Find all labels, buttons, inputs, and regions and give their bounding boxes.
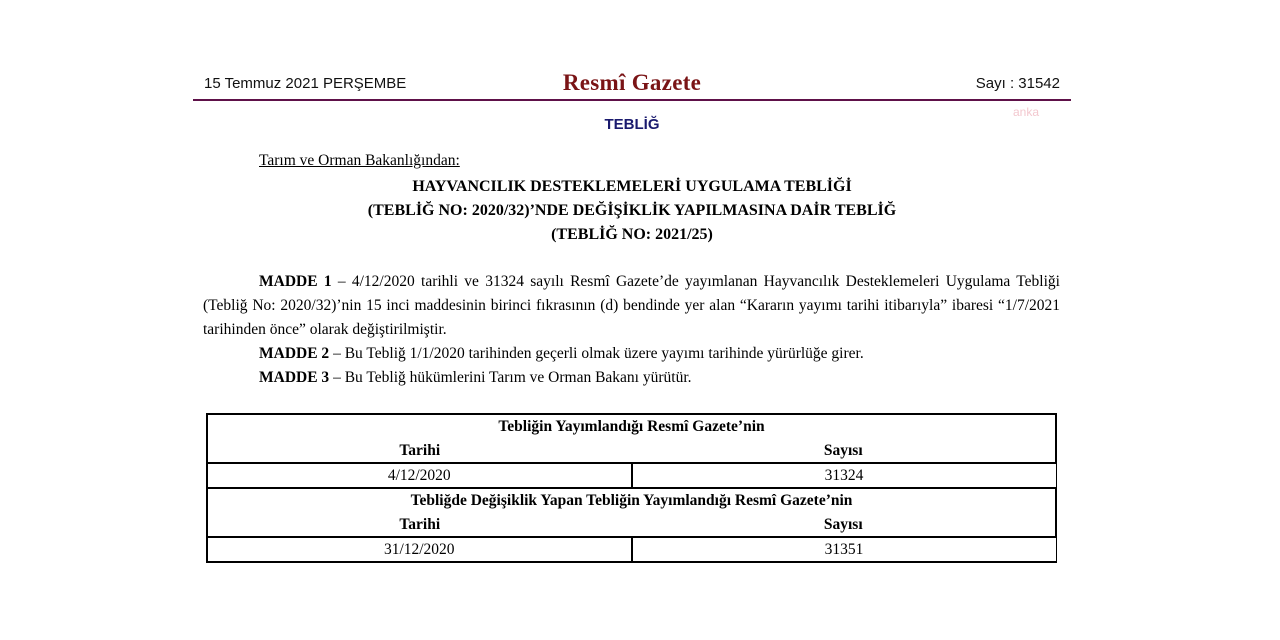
article-label: MADDE 2 bbox=[259, 345, 330, 362]
section-title: TEBLİĞ bbox=[604, 116, 660, 133]
title-line: HAYVANCILIK DESTEKLEMELERİ UYGULAMA TEBLİĞİ bbox=[412, 178, 852, 195]
article-text: – Bu Tebliğ hükümlerini Tarım ve Orman Bakanı yürütür. bbox=[329, 369, 692, 386]
cell-number: 31351 bbox=[632, 537, 1057, 562]
article-text: – Bu Tebliğ 1/1/2020 tarihinden geçerli olmak üzere yayımı tarihinde yürürlüğe girer. bbox=[329, 345, 864, 362]
column-header-date: Tarihi bbox=[207, 439, 632, 463]
article-1 bbox=[203, 270, 1060, 342]
article-label: MADDE 1 bbox=[259, 273, 332, 290]
table-row bbox=[207, 537, 1056, 562]
table-section-heading: Tebliğde Değişiklik Yapan Tebliğin Yayımlandığı Resmî Gazete’nin bbox=[207, 488, 1056, 513]
cell-date: 31/12/2020 bbox=[207, 537, 632, 562]
title-line: (TEBLİĞ NO: 2021/25) bbox=[551, 226, 713, 243]
table-section-heading: Tebliğin Yayımlandığı Resmî Gazete’nin bbox=[207, 414, 1056, 439]
cell-date: 4/12/2020 bbox=[207, 463, 632, 488]
reference-table bbox=[206, 413, 1057, 563]
issuing-ministry: Tarım ve Orman Bakanlığından: bbox=[259, 152, 460, 169]
article-text: – 4/12/2020 tarihli ve 31324 sayılı Resmî Gazete’de yayımlanan Hayvancılık Desteklemeleri Uygulama Tebliği (Tebliğ No: 2020/32)’nin 15 inci maddesinin birinci fıkrasının (d) bendinde yer alan “Kararın yayımı tarihi itibarıyla” ibaresi “1/7/2021 tarihinden önce” olarak değiştirilmiştir. bbox=[203, 273, 1060, 338]
header-divider bbox=[193, 99, 1071, 101]
article-label: MADDE 3 bbox=[259, 369, 330, 386]
cell-number: 31324 bbox=[632, 463, 1057, 488]
column-header-number: Sayısı bbox=[632, 513, 1057, 537]
masthead-title: Resmî Gazete bbox=[562, 70, 702, 95]
article-3 bbox=[203, 366, 1060, 390]
document-title bbox=[193, 175, 1071, 247]
issue-number: Sayı : 31542 bbox=[975, 75, 1060, 92]
column-header-date: Tarihi bbox=[207, 513, 632, 537]
column-header-number: Sayısı bbox=[632, 439, 1057, 463]
article-2 bbox=[203, 342, 1060, 366]
document-body bbox=[203, 270, 1060, 390]
title-line: (TEBLİĞ NO: 2020/32)’NDE DEĞİŞİKLİK YAPILMASINA DAİR TEBLİĞ bbox=[367, 202, 897, 219]
table-row bbox=[207, 463, 1056, 488]
watermark: anka bbox=[1013, 105, 1040, 119]
publication-date: 15 Temmuz 2021 PERŞEMBE bbox=[204, 75, 407, 92]
gazette-header bbox=[193, 70, 1071, 100]
